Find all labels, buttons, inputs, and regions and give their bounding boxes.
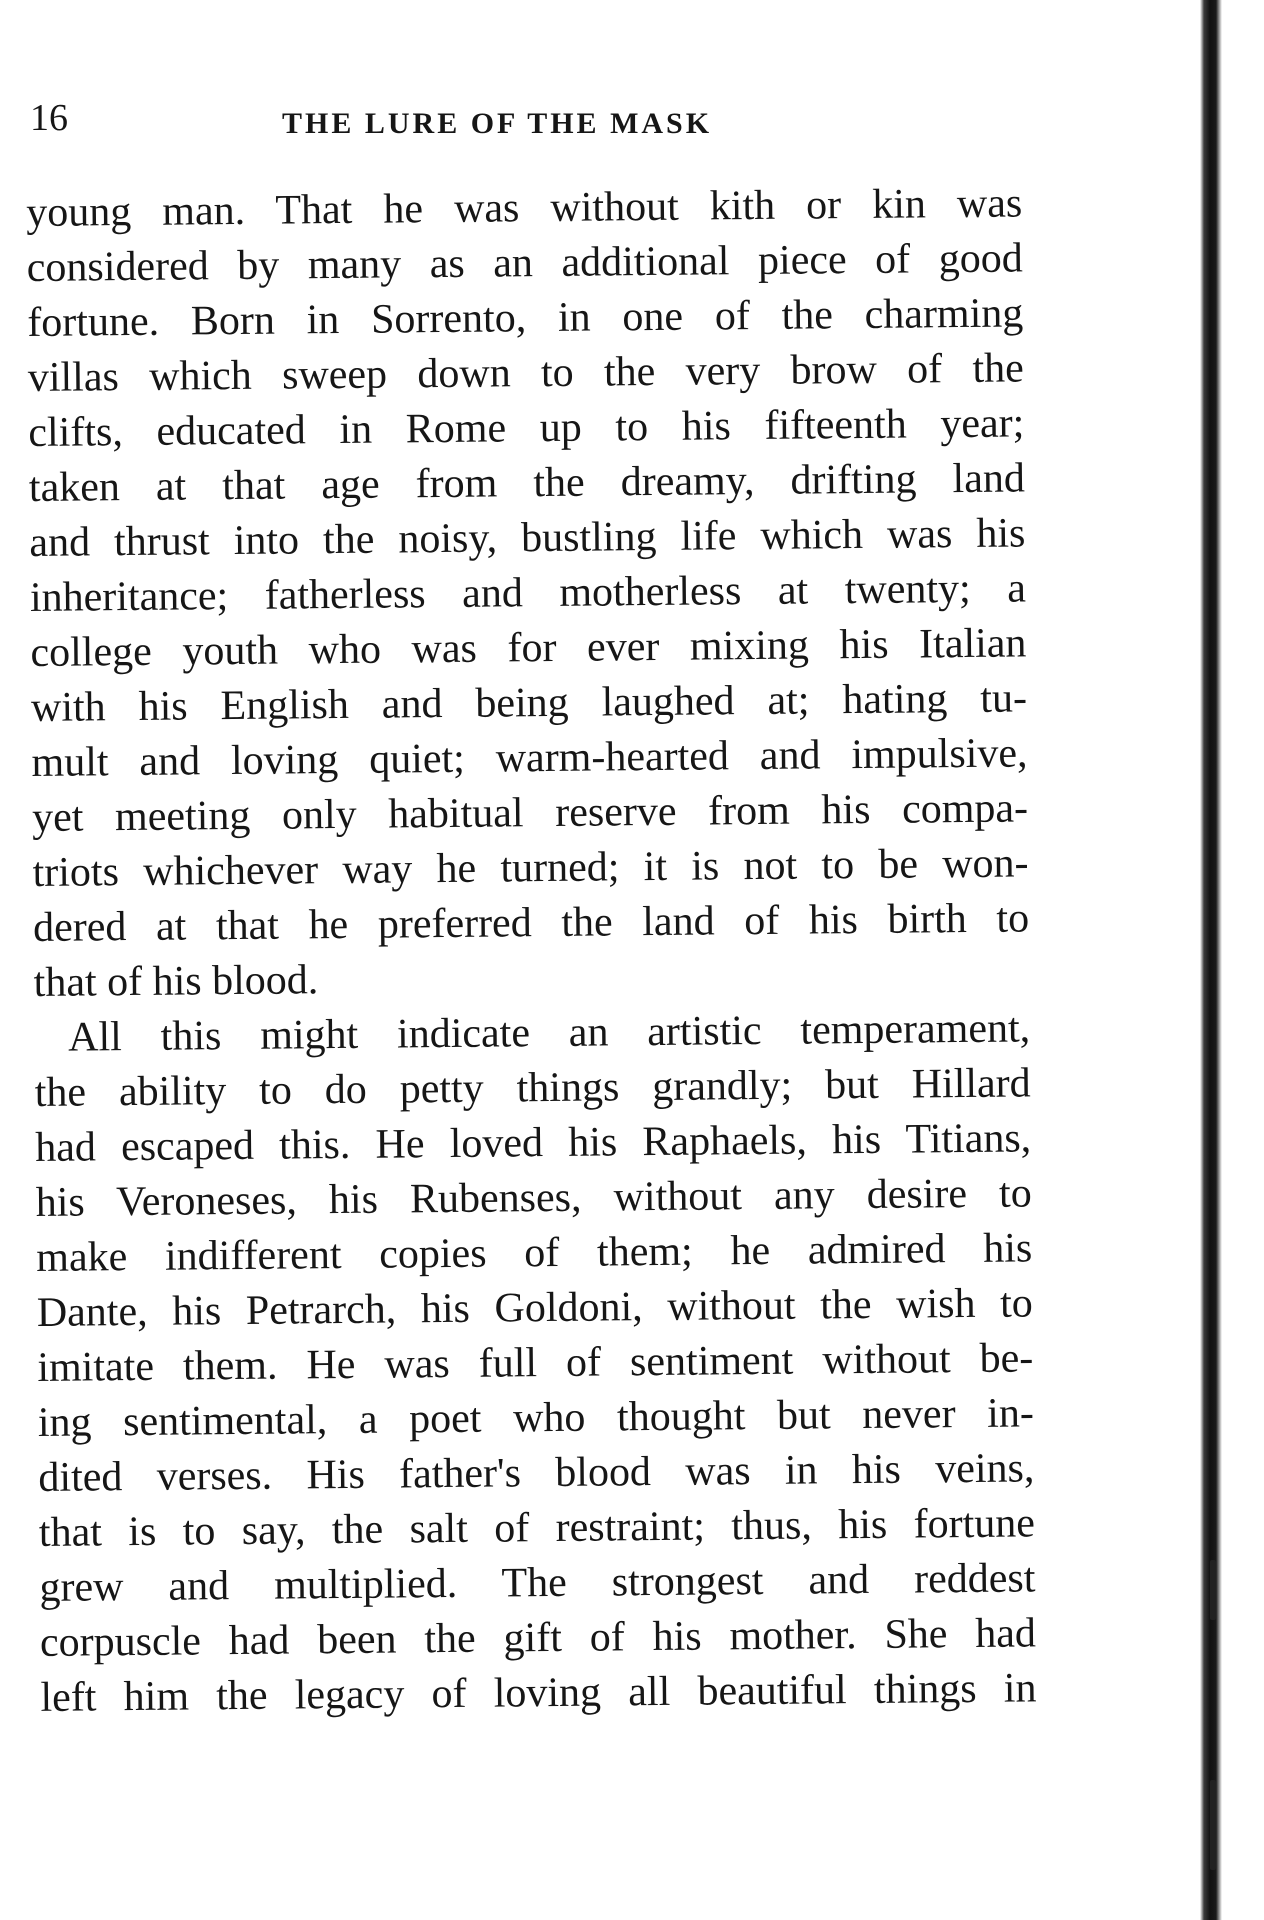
text-line: dered at that he preferred the land of his birth to [32,895,1030,951]
text-line: the ability to do petty things grandly; but Hillard [34,1060,1031,1116]
text-line: Dante, his Petrarch, his Goldoni, without the wish to [36,1280,1033,1336]
text-line: considered by many as an additional piece of good [26,235,1023,291]
text-line: and thrust into the noisy, bustling life which was his [29,510,1026,566]
text-line: his Veroneses, his Rubenses, without any desire to [35,1170,1032,1226]
page-number: 16 [30,97,68,139]
text-line: taken at that age from the dreamy, drifting land [28,455,1026,511]
text-line: ing sentimental, a poet who thought but never in- [37,1390,1035,1446]
text-line: fortune. Born in Sorrento, in one of the charming [27,290,1024,346]
text-line: dited verses. His father's blood was in his veins, [38,1445,1035,1501]
text-line: that of his blood. [33,957,319,1006]
scan-speck [1210,1780,1216,1870]
body-text [26,176,1037,1725]
text-line: villas which sweep down to the very brow of the [27,345,1025,401]
page-header [26,96,1026,146]
text-line: inheritance; fatherless and motherless at twenty; a [29,565,1027,621]
text-line: All this might indicate an artistic temperament, [67,1005,1031,1061]
text-line: corpuscle had been the gift of his mother. She had [39,1610,1037,1666]
text-line: young man. That he was without kith or kin was [26,180,1023,236]
paragraph-1 [26,176,1030,1011]
text-line: make indifferent copies of them; he admired his [36,1225,1033,1281]
text-line: triots whichever way he turned; it is not to be won- [32,840,1029,896]
binding-gutter [1186,0,1264,1920]
text-line: grew and multiplied. The strongest and reddest [39,1555,1036,1611]
text-line: left him the legacy of loving all beautiful things in [40,1665,1037,1721]
text-line: that is to say, the salt of restraint; thus, his fortune [38,1500,1036,1556]
text-line: mult and loving quiet; warm-hearted and impulsive, [31,730,1028,786]
text-line: clifts, educated in Rome up to his fifteenth year; [28,400,1025,456]
text-line: with his English and being laughed at; hating tu- [30,675,1028,731]
text-line: had escaped this. He loved his Raphaels, his Titians, [35,1115,1032,1171]
text-line: college youth who was for ever mixing his Italian [30,620,1027,676]
scan-speck [1210,1560,1216,1620]
running-head: THE LURE OF THE MASK [282,107,713,140]
text-line: yet meeting only habitual reserve from his compa- [31,785,1029,841]
paragraph-2 [34,1001,1037,1726]
text-line: imitate them. He was full of sentiment without be- [37,1335,1034,1391]
